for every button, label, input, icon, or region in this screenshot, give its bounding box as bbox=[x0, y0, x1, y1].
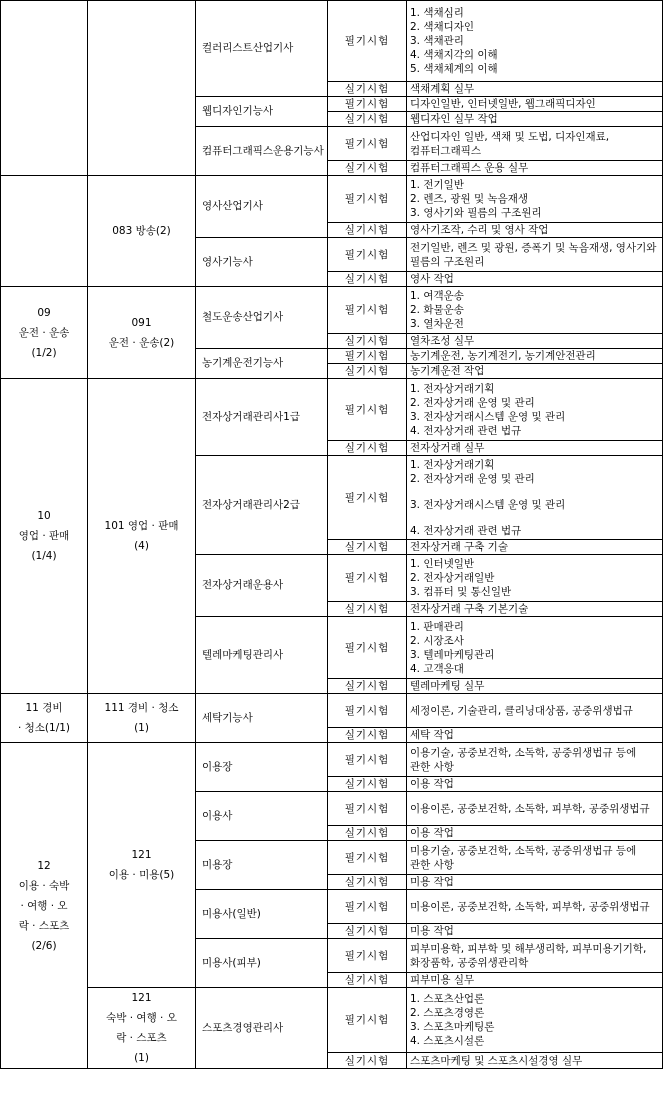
mid-category-leisure-sports: 121 숙박 · 여행 · 오 락 · 스포츠 (1) bbox=[88, 988, 196, 1069]
cert-name: 이용장 bbox=[196, 743, 328, 792]
written-exam-label: 필기시험 bbox=[328, 792, 407, 826]
cert-name: 텔레마케팅관리사 bbox=[196, 617, 328, 694]
subject-item: 5. 색채체계의 이해 bbox=[410, 63, 498, 75]
subject-item: 1. 전자상거래기획 bbox=[410, 382, 495, 395]
subject-item: 4. 색채지각의 이해 bbox=[410, 49, 498, 61]
major-category-sales: 10 영업 · 판매 (1/4) bbox=[1, 379, 88, 694]
cert-name: 미용사(피부) bbox=[196, 939, 328, 988]
written-subjects: 전기일반, 렌즈 및 광원, 증폭기 및 녹음재생, 영사기와 필름의 구조원리 bbox=[407, 238, 663, 272]
practical-exam-label: 실기시험 bbox=[328, 161, 407, 176]
practical-subject: 농기계운전 작업 bbox=[407, 364, 663, 379]
practical-subject: 색채계획 실무 bbox=[407, 82, 663, 97]
cert-name: 영사산업기사 bbox=[196, 176, 328, 238]
mid-category-sales: 101 영업 · 판매 (4) bbox=[88, 379, 196, 694]
major-category-cell-continued bbox=[1, 1, 88, 176]
written-exam-label: 필기시험 bbox=[328, 555, 407, 602]
practical-subject: 텔레마케팅 실무 bbox=[407, 679, 663, 694]
cert-name: 세탁기능사 bbox=[196, 694, 328, 743]
subject-item: 1. 인터넷일반 bbox=[410, 558, 475, 570]
major-category-cell-continued bbox=[1, 176, 88, 287]
subject-item: 3. 컴퓨터 및 통신일반 bbox=[410, 586, 512, 598]
written-subjects bbox=[407, 287, 663, 334]
practical-subject: 컴퓨터그래픽스 운용 실무 bbox=[407, 161, 663, 176]
subject-item: 1. 전자상거래기획 bbox=[410, 458, 495, 471]
subject-item: 1. 색채심리 bbox=[410, 7, 464, 19]
mid-category-security: 111 경비 · 청소 (1) bbox=[88, 694, 196, 743]
subject-item: 3. 전자상거래시스템 운영 및 관리 bbox=[410, 498, 566, 511]
written-subjects: 디자인일반, 인터넷일반, 웹그래픽디자인 bbox=[407, 97, 663, 112]
subject-item: 2. 전자상거래 운영 및 관리 bbox=[410, 472, 535, 485]
practical-exam-label: 실기시험 bbox=[328, 973, 407, 988]
written-exam-label: 필기시험 bbox=[328, 456, 407, 540]
practical-exam-label: 실기시험 bbox=[328, 112, 407, 127]
written-subjects bbox=[407, 379, 663, 441]
practical-exam-label: 실기시험 bbox=[328, 728, 407, 743]
practical-exam-label: 실기시험 bbox=[328, 602, 407, 617]
written-subjects: 이용기술, 공중보건학, 소독학, 공중위생법규 등에 관한 사항 bbox=[407, 743, 663, 777]
written-exam-label: 필기시험 bbox=[328, 287, 407, 334]
mid-category-beauty: 121 이용 · 미용(5) bbox=[88, 743, 196, 988]
written-subjects: 농기계운전, 농기계전기, 농기계안전관리 bbox=[407, 349, 663, 364]
practical-subject: 열차조성 실무 bbox=[407, 334, 663, 349]
written-exam-label: 필기시험 bbox=[328, 743, 407, 777]
practical-subject: 전자상거래 구축 기술 bbox=[407, 540, 663, 555]
practical-exam-label: 실기시험 bbox=[328, 441, 407, 456]
written-subjects: 미용기술, 공중보건학, 소독학, 공중위생법규 등에 관한 사항 bbox=[407, 841, 663, 875]
cert-name: 웹디자인기능사 bbox=[196, 97, 328, 127]
major-category-personal-service: 12 이용 · 숙박 · 여행 · 오 락 · 스포츠 (2/6) bbox=[1, 743, 88, 1069]
cert-name: 전자상거래관리사2급 bbox=[196, 456, 328, 555]
practical-exam-label: 실기시험 bbox=[328, 364, 407, 379]
subject-item: 4. 전자상거래 관련 법규 bbox=[410, 524, 522, 537]
subject-item: 3. 영사기와 필름의 구조원리 bbox=[410, 207, 542, 219]
practical-exam-label: 실기시험 bbox=[328, 679, 407, 694]
written-subjects: 산업디자인 일반, 색채 및 도법, 디자인재료, 컴퓨터그래픽스 bbox=[407, 127, 663, 161]
written-subjects bbox=[407, 176, 663, 223]
practical-exam-label: 실기시험 bbox=[328, 924, 407, 939]
practical-subject: 전자상거래 구축 기본기술 bbox=[407, 602, 663, 617]
cert-name: 스포츠경영관리사 bbox=[196, 988, 328, 1069]
written-subjects: 세정이론, 기술관리, 클리닝대상품, 공중위생법규 bbox=[407, 694, 663, 728]
subject-item: 1. 전기일반 bbox=[410, 179, 464, 191]
practical-exam-label: 실기시험 bbox=[328, 82, 407, 97]
cert-name: 컬러리스트산업기사 bbox=[196, 1, 328, 97]
subject-item: 3. 텔레마케팅관리 bbox=[410, 648, 495, 661]
cert-name: 전자상거래관리사1급 bbox=[196, 379, 328, 456]
subject-item: 2. 스포츠경영론 bbox=[410, 1007, 485, 1020]
subject-item: 4. 고객응대 bbox=[410, 662, 464, 675]
cert-name: 이용사 bbox=[196, 792, 328, 841]
practical-exam-label: 실기시험 bbox=[328, 777, 407, 792]
cert-name: 전자상거래운용사 bbox=[196, 555, 328, 617]
written-subjects: 이용이론, 공중보건학, 소독학, 피부학, 공중위생법규 bbox=[407, 792, 663, 826]
subject-item: 4. 스포츠시설론 bbox=[410, 1035, 485, 1048]
subject-item: 2. 시장조사 bbox=[410, 634, 464, 647]
major-category-security: 11 경비 · 청소(1/1) bbox=[1, 694, 88, 743]
practical-subject: 웹디자인 실무 작업 bbox=[407, 112, 663, 127]
cert-name: 농기계운전기능사 bbox=[196, 349, 328, 379]
practical-subject: 이용 작업 bbox=[407, 826, 663, 841]
subject-item: 2. 전자상거래 운영 및 관리 bbox=[410, 396, 535, 409]
subject-item: 3. 색채관리 bbox=[410, 35, 464, 47]
subject-item: 2. 색채디자인 bbox=[410, 21, 475, 33]
practical-subject: 스포츠마케팅 및 스포츠시설경영 실무 bbox=[407, 1053, 663, 1069]
written-subjects bbox=[407, 1, 663, 82]
cert-name: 영사기능사 bbox=[196, 238, 328, 287]
written-exam-label: 필기시험 bbox=[328, 1, 407, 82]
written-exam-label: 필기시험 bbox=[328, 890, 407, 924]
mid-category-broadcast: 083 방송(2) bbox=[88, 176, 196, 287]
written-subjects bbox=[407, 555, 663, 602]
cert-name: 컴퓨터그래픽스운용기능사 bbox=[196, 127, 328, 176]
written-exam-label: 필기시험 bbox=[328, 97, 407, 112]
mid-category-transport: 091 운전 · 운송(2) bbox=[88, 287, 196, 379]
written-exam-label: 필기시험 bbox=[328, 939, 407, 973]
subject-item: 1. 스포츠산업론 bbox=[410, 993, 485, 1006]
mid-category-cell-continued bbox=[88, 1, 196, 176]
practical-exam-label: 실기시험 bbox=[328, 223, 407, 238]
practical-subject: 미용 작업 bbox=[407, 875, 663, 890]
subject-item: 2. 전자상거래일반 bbox=[410, 572, 495, 584]
practical-exam-label: 실기시험 bbox=[328, 540, 407, 555]
subject-item: 4. 전자상거래 관련 법규 bbox=[410, 424, 522, 437]
written-subjects: 피부미용학, 피부학 및 해부생리학, 피부미용기기학, 화장품학, 공중위생관리학 bbox=[407, 939, 663, 973]
subject-item: 1. 여객운송 bbox=[410, 290, 464, 302]
written-exam-label: 필기시험 bbox=[328, 349, 407, 364]
practical-exam-label: 실기시험 bbox=[328, 826, 407, 841]
practical-subject: 전자상거래 실무 bbox=[407, 441, 663, 456]
practical-exam-label: 실기시험 bbox=[328, 1053, 407, 1069]
written-exam-label: 필기시험 bbox=[328, 694, 407, 728]
subject-item: 3. 전자상거래시스템 운영 및 관리 bbox=[410, 410, 566, 423]
written-subjects: 미용이론, 공중보건학, 소독학, 피부학, 공중위생법규 bbox=[407, 890, 663, 924]
practical-exam-label: 실기시험 bbox=[328, 272, 407, 287]
practical-subject: 피부미용 실무 bbox=[407, 973, 663, 988]
written-exam-label: 필기시험 bbox=[328, 617, 407, 679]
practical-exam-label: 실기시험 bbox=[328, 334, 407, 349]
practical-subject: 영사기조작, 수리 및 영사 작업 bbox=[407, 223, 663, 238]
written-subjects bbox=[407, 988, 663, 1053]
written-subjects bbox=[407, 456, 663, 540]
subject-item: 2. 렌즈, 광원 및 녹음재생 bbox=[410, 193, 528, 205]
practical-subject: 세탁 작업 bbox=[407, 728, 663, 743]
written-exam-label: 필기시험 bbox=[328, 238, 407, 272]
practical-subject: 이용 작업 bbox=[407, 777, 663, 792]
cert-name: 미용사(일반) bbox=[196, 890, 328, 939]
practical-exam-label: 실기시험 bbox=[328, 875, 407, 890]
subject-item: 1. 판매관리 bbox=[410, 620, 464, 633]
written-exam-label: 필기시험 bbox=[328, 988, 407, 1053]
cert-name: 철도운송산업기사 bbox=[196, 287, 328, 349]
subject-item: 2. 화물운송 bbox=[410, 304, 464, 316]
written-subjects bbox=[407, 617, 663, 679]
practical-subject: 미용 작업 bbox=[407, 924, 663, 939]
cert-name: 미용장 bbox=[196, 841, 328, 890]
written-exam-label: 필기시험 bbox=[328, 176, 407, 223]
written-exam-label: 필기시험 bbox=[328, 379, 407, 441]
subject-item: 3. 열차운전 bbox=[410, 318, 464, 330]
written-exam-label: 필기시험 bbox=[328, 841, 407, 875]
practical-subject: 영사 작업 bbox=[407, 272, 663, 287]
major-category-transport: 09 운전 · 운송 (1/2) bbox=[1, 287, 88, 379]
written-exam-label: 필기시험 bbox=[328, 127, 407, 161]
subject-item: 3. 스포츠마케팅론 bbox=[410, 1021, 495, 1034]
